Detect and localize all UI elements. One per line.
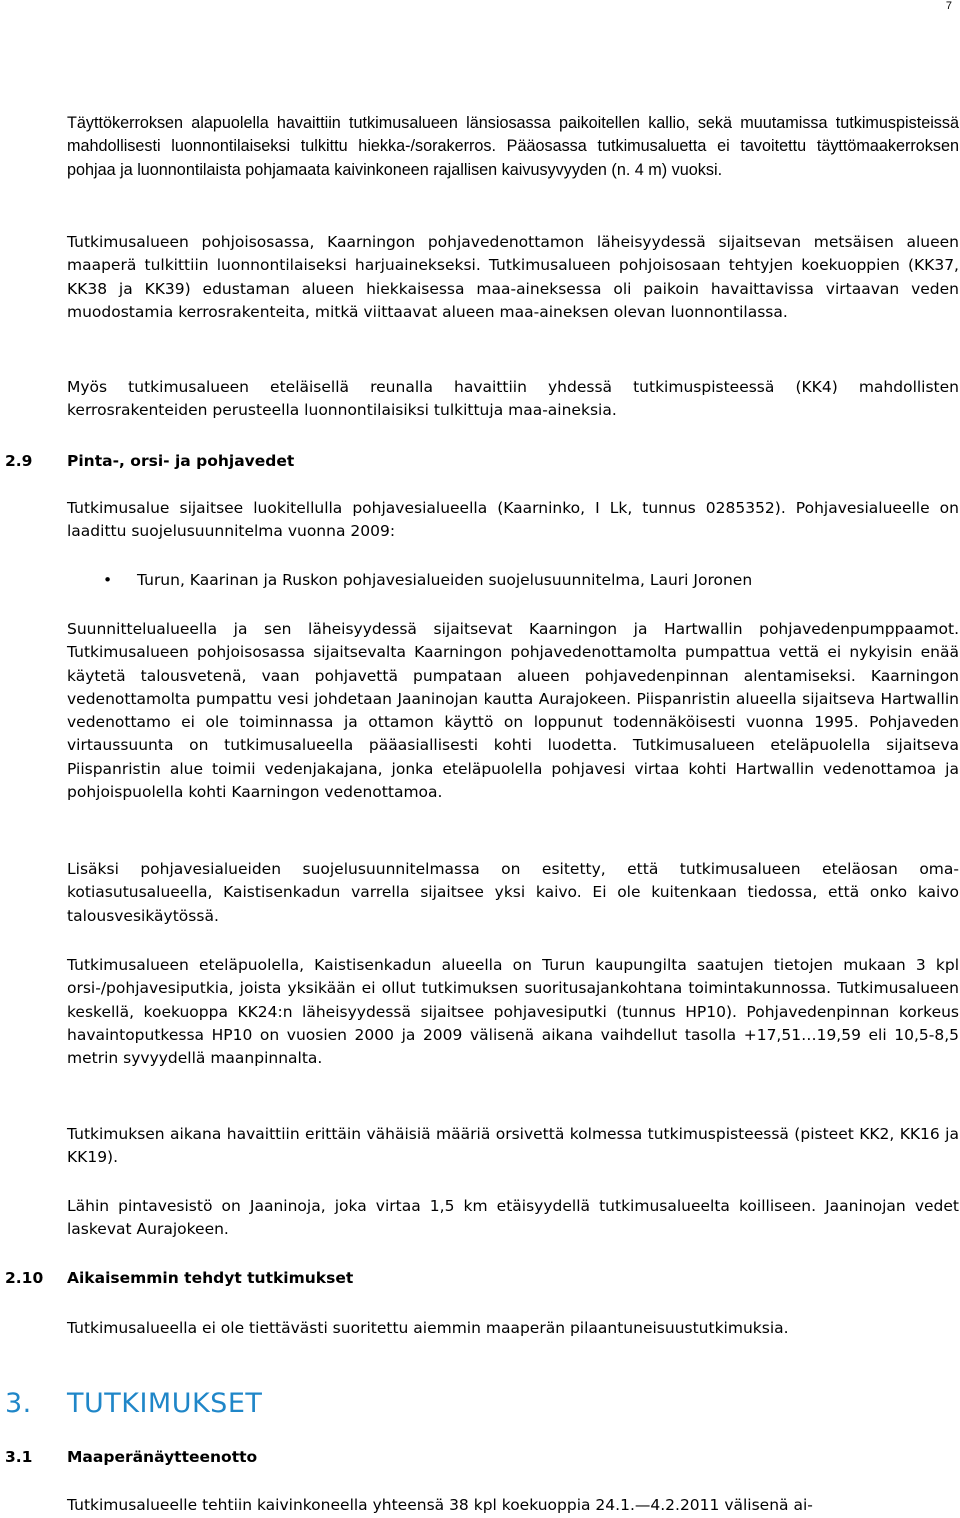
page-number: 7	[945, 0, 952, 12]
paragraph-soil-sampling: Tutkimusalueelle tehtiin kaivinkoneella yhteensä 38 kpl koekuoppia 24.1.—4.2.2011 välisenä ai-	[67, 1496, 813, 1514]
paragraph-surface-water: Lähin pintavesistö on Jaaninoja, joka virtaa 1,5 km etäisyydellä tutkimusalueelta koilliseen. Jaaninojan vedet laskevat Aurajokeen.	[67, 1197, 959, 1239]
chapter-heading-3	[5, 1387, 262, 1421]
list-item	[103, 569, 953, 592]
paragraph-perched-water: Tutkimuksen aikana havaittiin erittäin vähäisiä määriä orsivettä kolmessa tutkimuspisteessä (pisteet KK2, KK16 ja KK19).	[67, 1125, 959, 1167]
list-item-text: Turun, Kaarinan ja Ruskon pohjavesialueiden suojelusuunnitelma, Lauri Joronen	[137, 571, 753, 589]
paragraph-observation-pipes: Tutkimusalueen eteläpuolella, Kaistisenkadun alueella on Turun kaupungilta saatujen tietojen mukaan 3 kpl orsi-/pohjavesiputkia, joista yksikään ei ollut tutkimuksen suoritusajankohtana toimintakunnossa. Tutkimusalueen keskellä, koekuoppa KK24:n läheisyydessä sijaitsee pohjavesiputki (tunnus HP10). Pohjavedenpinnan korkeus havaintoputkessa HP10 on vuosien 2000 ja 2009 välisenä aikana vaihdellut tasolla +17,51…19,59 eli 10,5-8,5 metrin syvyydellä maanpinnalta.	[67, 956, 959, 1068]
chapter-title: TUTKIMUKSET	[67, 1388, 263, 1419]
section-heading-2-9	[5, 450, 294, 473]
section-number: 3.1	[5, 1448, 33, 1466]
paragraph-well: Lisäksi pohjavesialueiden suojelusuunnitelmassa on esitetty, että tutkimusalueen eteläosan omakotiasutusalueella, Kaistisenkadun varrella sijaitsee yksi kaivo. Ei ole kuitenkaan tiedossa, että onko kaivo talousvesikäytössä.	[67, 860, 959, 925]
section-number: 2.10	[5, 1269, 44, 1287]
section-title: Aikaisemmin tehdyt tutkimukset	[67, 1269, 354, 1287]
paragraph-south-edge: Myös tutkimusalueen eteläisellä reunalla havaittiin yhdessä tutkimuspisteessä (KK4) mahdollisten kerrosrakenteiden perusteella luonnontilaisiksi tulkittuja maa-aineksia.	[67, 378, 959, 420]
section-number: 2.9	[5, 452, 33, 470]
paragraph-fill-layers: Täyttökerroksen alapuolella havaittiin tutkimusalueen länsiosassa paikoitellen kallio, sekä muutamissa tutkimuspisteissä mahdollisesti luonnontilaiseksi tulkittu hiekka-/sorakerros. Pääosassa tutkimusaluetta ei tavoitettu täyttömaakerroksen pohjaa ja luonnontilaista pohjamaata kaivinkoneen rajallisen kaivusyvyyden (n. 4 m) vuoksi.	[67, 114, 959, 179]
section-heading-3-1	[5, 1446, 257, 1469]
section-title: Maaperänäytteenotto	[67, 1448, 258, 1466]
paragraph-north-esker: Tutkimusalueen pohjoisosassa, Kaarningon pohjavedenottamon läheisyydessä sijaitsevan metsäisen alueen maaperä tulkittiin luonnontilaiseksi harjuainekseksi. Tutkimusalueen pohjoisosaan tehtyjen koekuoppien (KK37, KK38 ja KK39) edustaman alueen hiekkaisessa maa-aineksessa oli paikoin havaittavissa virtaavan veden muodostamia kerrosrakenteita, mitkä viittaavat alueen maa-aineksen olevan luonnontilassa.	[67, 233, 959, 321]
chapter-number: 3.	[5, 1388, 32, 1419]
section-title: Pinta-, orsi- ja pohjavedet	[67, 452, 295, 470]
section-heading-2-10	[5, 1267, 353, 1290]
paragraph-previous-studies: Tutkimusalueella ei ole tiettävästi suoritettu aiemmin maaperän pilaantuneisuustutkimuksia.	[67, 1319, 789, 1337]
bullet-icon: •	[103, 571, 113, 589]
paragraph-pumping-stations: Suunnittelualueella ja sen läheisyydessä sijaitsevat Kaarningon ja Hartwallin pohjavedenpumppaamot. Tutkimusalueen pohjoisosassa sijaitsevalta Kaarningon pohjavedenottamolta pumpattua vettä ei nykyisin enää käytetä talousvetenä, vaan pohjavettä pumpataan alueen pohjavedenpinnan alentamiseksi. Kaarningon vedenottamolta pumpattu vesi johdetaan Jaaninojan kautta Aurajokeen. Piispanristin alueella sijaitseva Hartwallin vedenottamo ei ole toiminnassa ja ottamon käyttö on loppunut todennäköisesti vuonna 1995. Pohjaveden virtaussuunta on tutkimusalueella pääasiallisesti kohti luodetta. Tutkimusalueen eteläpuolella sijaitseva Piispanristin alue toimii vedenjakajana, jonka eteläpuolella pohjavesi virtaa kohti Hartwallin vedenottamoa ja pohjoispuolella kohti Kaarningon vedenottamoa.	[67, 620, 959, 802]
paragraph-groundwater-area: Tutkimusalue sijaitsee luokitellulla pohjavesialueella (Kaarninko, I Lk, tunnus 0285352). Pohjavesialueelle on laadittu suojelusuunnitelma vuonna 2009:	[67, 499, 959, 541]
